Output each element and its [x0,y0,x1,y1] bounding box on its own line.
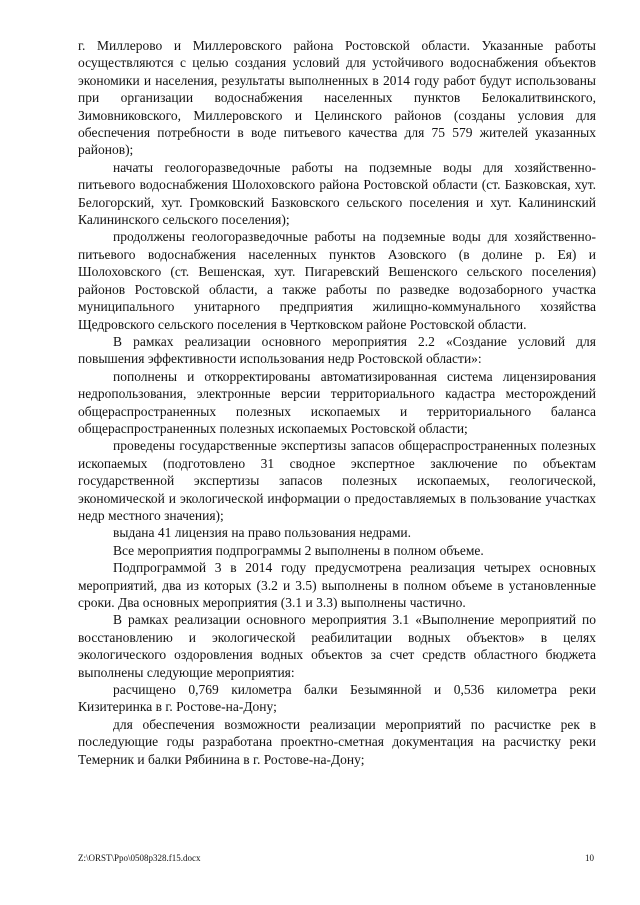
paragraph: продолжены геологоразведочные работы на подземные воды для хозяйственно-питьевого водоснабжения населенных пунктов Азовского (в долине р. Ея) и Шолоховского (ст. Вешенская, хут. Пигаревский Вешенского сельского поселения) районов Ростовской области, а также работы по разведке водозаборного участка муниципального унитарного предприятия жилищно-коммунального хозяйства Щедровского сельского поселения в Чертковском районе Ростовской области. [78,229,596,332]
paragraph: расчищено 0,769 километра балки Безымянной и 0,536 километра реки Кизитеринка в г. Ростове-на-Дону; [78,682,596,715]
paragraph: г. Миллерово и Миллеровского района Ростовской области. Указанные работы осуществляются с целью создания условий для устойчивого водоснабжения объектов экономики и населения, результаты выполненных в 2014 году работ будут использованы при организации водоснабжения населенных пунктов Белокалитвинского, Зимовниковского, Миллеровского и Целинского районов (созданы условия для обеспечения потребности в воде питьевого качества для 75 579 жителей указанных районов); [78,38,596,158]
paragraph: В рамках реализации основного мероприятия 2.2 «Создание условий для повышения эффективности использования недр Ростовской области»: [78,333,596,367]
page-number: 10 [585,853,594,863]
paragraph: выдана 41 лицензия на право пользования недрами. [113,525,411,541]
document-body [78,37,596,768]
footer-file-path: Z:\ORST\Ppo\0508p328.f15.docx [78,853,201,863]
paragraph: пополнены и откорректированы автоматизированная система лицензирования недропользования, электронные версии территориального кадастра месторождений общераспространенных полезных ископаемых и территориального баланса общераспространенных полезных ископаемых Ростовской области; [78,368,596,436]
paragraph: В рамках реализации основного мероприятия 3.1 «Выполнение мероприятий по восстановлению и экологической реабилитации водных объектов» в целях экологического оздоровления водных объектов за счет средств областного бюджета выполнены следующие мероприятия: [78,612,596,680]
paragraph: Все мероприятия подпрограммы 2 выполнены в полном объеме. [113,542,484,558]
paragraph: начаты геологоразведочные работы на подземные воды для хозяйственно-питьевого водоснабжения Шолоховского района Ростовской области (ст. Базковская, хут. Белогорский, хут. Громковский Базковского сельского поселения и хут. Калининский Калининского сельского поселения); [78,159,596,228]
paragraph: Подпрограммой 3 в 2014 году предусмотрена реализация четырех основных мероприятий, два из которых (3.2 и 3.5) выполнены в полном объеме в установленные сроки. Два основных мероприятия (3.1 и 3.3) выполнены частично. [78,560,596,610]
paragraph: для обеспечения возможности реализации мероприятий по расчистке рек в последующие годы разработана проектно-сметная документация на расчистку реки Темерник и балки Рябинина в г. Ростове-на-Дону; [78,716,596,767]
paragraph: проведены государственные экспертизы запасов общераспространенных полезных ископаемых (подготовлено 31 сводное экспертное заключение по объектам государственной экспертизы запасов полезных ископаемых, геологической, экономической и экологической информации о предоставляемых в пользование участках недр местного значения); [78,438,596,523]
